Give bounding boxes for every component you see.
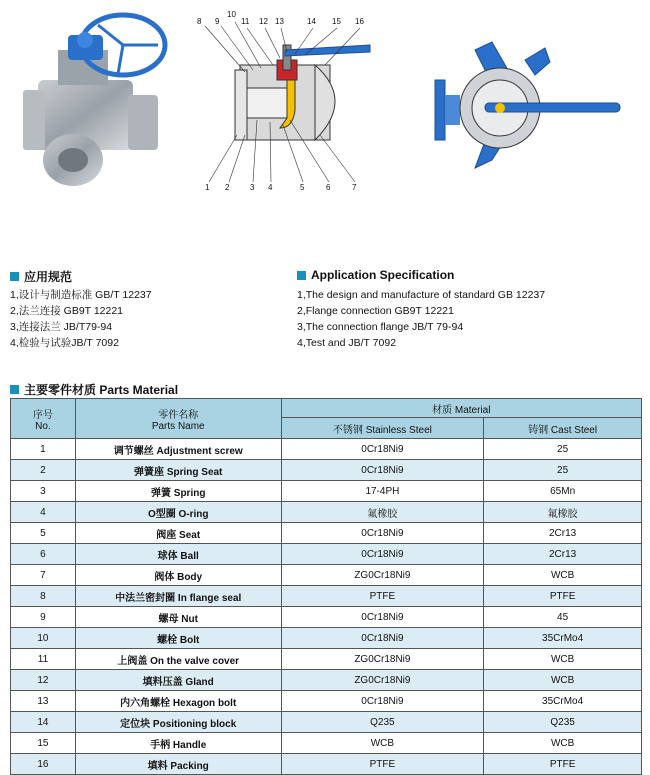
table-row — [11, 439, 642, 460]
part-name-cell: 螺母 Nut — [75, 607, 281, 628]
cast-cell: 25 — [484, 460, 642, 481]
stainless-cell: 17-4PH — [281, 481, 484, 502]
cast-cell: 35CrMo4 — [484, 628, 642, 649]
stainless-cell: PTFE — [281, 586, 484, 607]
table-row — [11, 754, 642, 775]
part-name-cell: 弹簧座 Spring Seat — [75, 460, 281, 481]
cast-cell: WCB — [484, 733, 642, 754]
callout-5: 5 — [300, 183, 305, 190]
section-drawing — [195, 10, 380, 190]
callout-1: 1 — [205, 183, 210, 190]
part-no-cell: 16 — [11, 754, 76, 775]
part-no-cell: 3 — [11, 481, 76, 502]
table-row — [11, 523, 642, 544]
table-row — [11, 733, 642, 754]
spec-list-cn — [10, 287, 152, 351]
cast-cell: 45 — [484, 607, 642, 628]
stainless-cell: ZG0Cr18Ni9 — [281, 649, 484, 670]
header-name-en: Parts Name — [151, 420, 205, 432]
cast-cell: PTFE — [484, 586, 642, 607]
part-no-cell: 12 — [11, 670, 76, 691]
table-row — [11, 460, 642, 481]
part-name-cell: 上阀盖 On the valve cover — [75, 649, 281, 670]
part-name-cell: 阀体 Body — [75, 565, 281, 586]
callout-13: 13 — [275, 17, 284, 26]
part-name-cell: 螺栓 Bolt — [75, 628, 281, 649]
cast-cell: 2Cr13 — [484, 523, 642, 544]
spec-title-en: Application Specification — [311, 268, 455, 282]
top-view-drawing — [430, 40, 625, 170]
part-no-cell: 4 — [11, 502, 76, 523]
spec-item: 2,法兰连接 GB9T 12221 — [10, 305, 124, 317]
spec-list-en — [297, 287, 545, 351]
stainless-cell: WCB — [281, 733, 484, 754]
stainless-cell: 0Cr18Ni9 — [281, 628, 484, 649]
callout-11: 11 — [241, 17, 250, 26]
stainless-cell: 0Cr18Ni9 — [281, 544, 484, 565]
table-row — [11, 649, 642, 670]
table-row — [11, 481, 642, 502]
cast-cell: WCB — [484, 565, 642, 586]
stainless-cell: Q235 — [281, 712, 484, 733]
table-row — [11, 586, 642, 607]
col-header-no — [11, 399, 76, 439]
part-name-cell: O型圈 O-ring — [75, 502, 281, 523]
part-no-cell: 9 — [11, 607, 76, 628]
table-row — [11, 565, 642, 586]
stainless-cell: 氟橡胶 — [281, 502, 484, 523]
spec-heading-en — [297, 268, 454, 282]
spec-item: 4,Test and JB/T 7092 — [297, 337, 397, 349]
spec-item: 3,连接法兰 JB/T79-94 — [10, 321, 113, 333]
cast-cell: 25 — [484, 439, 642, 460]
spec-item: 3,The connection flange JB/T 79-94 — [297, 321, 464, 333]
callout-3: 3 — [250, 183, 255, 190]
table-row — [11, 670, 642, 691]
spec-heading-cn — [10, 268, 72, 285]
table-row — [11, 502, 642, 523]
header-name-cn: 零件名称 — [158, 409, 199, 421]
spec-title-cn: 应用规范 — [24, 270, 73, 284]
cast-cell: 65Mn — [484, 481, 642, 502]
col-header-material: 材质 Material — [281, 399, 641, 418]
stainless-cell: PTFE — [281, 754, 484, 775]
heading-square-icon — [10, 272, 19, 281]
part-name-cell: 球体 Ball — [75, 544, 281, 565]
parts-heading — [10, 381, 178, 398]
part-name-cell: 手柄 Handle — [75, 733, 281, 754]
table-row — [11, 628, 642, 649]
cast-cell: Q235 — [484, 712, 642, 733]
table-row — [11, 691, 642, 712]
spec-item: 2,Flange connection GB9T 12221 — [297, 305, 454, 317]
cast-cell: 2Cr13 — [484, 544, 642, 565]
part-name-cell: 填料 Packing — [75, 754, 281, 775]
part-name-cell: 阀座 Seat — [75, 523, 281, 544]
part-no-cell: 7 — [11, 565, 76, 586]
callout-2: 2 — [225, 183, 230, 190]
table-row — [11, 544, 642, 565]
stainless-cell: 0Cr18Ni9 — [281, 607, 484, 628]
cast-cell: WCB — [484, 670, 642, 691]
parts-table — [10, 398, 642, 775]
callout-16: 16 — [355, 17, 364, 26]
col-header-name — [75, 399, 281, 439]
part-no-cell: 8 — [11, 586, 76, 607]
part-name-cell: 填料压盖 Gland — [75, 670, 281, 691]
callout-10: 10 — [227, 10, 236, 19]
header-no-en: No. — [35, 420, 51, 432]
part-no-cell: 1 — [11, 439, 76, 460]
stainless-cell: 0Cr18Ni9 — [281, 460, 484, 481]
stainless-cell: ZG0Cr18Ni9 — [281, 565, 484, 586]
callout-6: 6 — [326, 183, 331, 190]
cast-cell: WCB — [484, 649, 642, 670]
part-no-cell: 6 — [11, 544, 76, 565]
cast-cell: 氟橡胶 — [484, 502, 642, 523]
part-name-cell: 内六角螺栓 Hexagon bolt — [75, 691, 281, 712]
spec-item: 1,The design and manufacture of standard GB 12237 — [297, 289, 546, 301]
heading-square-icon — [10, 385, 19, 394]
callout-9: 9 — [215, 17, 220, 26]
header-no-cn: 序号 — [32, 409, 53, 421]
stainless-cell: 0Cr18Ni9 — [281, 691, 484, 712]
table-row — [11, 712, 642, 733]
stainless-cell: ZG0Cr18Ni9 — [281, 670, 484, 691]
part-no-cell: 2 — [11, 460, 76, 481]
part-name-cell: 调节螺丝 Adjustment screw — [75, 439, 281, 460]
part-no-cell: 14 — [11, 712, 76, 733]
callout-7: 7 — [352, 183, 357, 190]
stainless-cell: 0Cr18Ni9 — [281, 439, 484, 460]
part-name-cell: 中法兰密封圈 In flange seal — [75, 586, 281, 607]
cast-cell: PTFE — [484, 754, 642, 775]
part-no-cell: 10 — [11, 628, 76, 649]
callout-14: 14 — [307, 17, 316, 26]
col-header-cast: 铸钢 Cast Steel — [484, 418, 642, 439]
callout-12: 12 — [259, 17, 268, 26]
callout-8: 8 — [197, 17, 202, 26]
part-name-cell: 定位块 Positioning block — [75, 712, 281, 733]
valve-photo — [18, 10, 168, 190]
parts-title: 主要零件材质 Parts Material — [24, 383, 179, 397]
spec-item: 4,检验与试验JB/T 7092 — [10, 337, 119, 349]
table-row — [11, 607, 642, 628]
callout-4: 4 — [268, 183, 273, 190]
part-no-cell: 11 — [11, 649, 76, 670]
part-name-cell: 弹簧 Spring — [75, 481, 281, 502]
col-header-stainless: 不锈钢 Stainless Steel — [281, 418, 484, 439]
spec-item: 1,设计与制造标准 GB/T 12237 — [10, 289, 152, 301]
parts-table-body — [11, 439, 642, 775]
part-no-cell: 13 — [11, 691, 76, 712]
part-no-cell: 5 — [11, 523, 76, 544]
part-no-cell: 15 — [11, 733, 76, 754]
stainless-cell: 0Cr18Ni9 — [281, 523, 484, 544]
heading-square-icon — [297, 271, 306, 280]
callout-15: 15 — [332, 17, 341, 26]
cast-cell: 35CrMo4 — [484, 691, 642, 712]
